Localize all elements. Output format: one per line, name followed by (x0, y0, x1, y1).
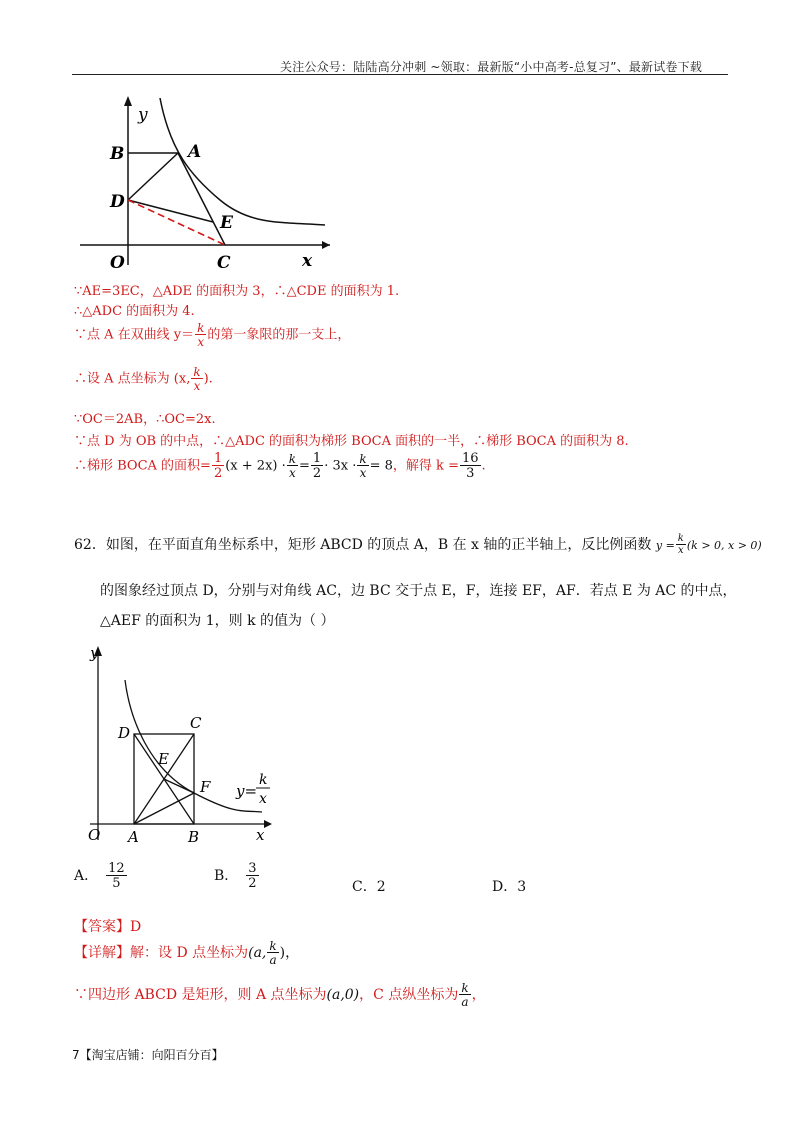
solution1-line1: ∵AE=3EC，△ADE 的面积为 3，∴△CDE 的面积为 1. (74, 284, 400, 299)
fig2-label-C: C (190, 714, 202, 732)
page-footer: 7【淘宝店铺：向阳百分百】 (72, 1048, 224, 1062)
solution1-line5: ∵OC＝2AB，∴OC=2x. (74, 412, 216, 427)
fig2-label-x: x (256, 826, 265, 844)
fig1-label-B: B (110, 144, 125, 164)
detail-line2: ∵四边形 ABCD 是矩形，则 A 点坐标为(a,0)，C 点纵坐标为 $\frac{k}{a}$ ， (74, 981, 486, 1009)
answer-line (74, 916, 141, 936)
fig1-label-y: y (138, 105, 148, 125)
fig2-label-F: F (200, 778, 211, 796)
page-header: 关注公众号：陆陆高分冲刺 ~领取：最新版“小中高考-总复习”、最新试卷下载 (280, 60, 703, 74)
solution1-line4: ∴设 A 点坐标为 (x, $\frac{k}{x}$ ). (74, 365, 213, 393)
fig2-label-B: B (188, 828, 200, 846)
option-d[interactable]: D．3 (492, 879, 527, 895)
fraction-k-over-x: $\frac{k}{x}$ (197, 321, 205, 349)
solution1-line3-b: 的第一象限的那一支上， (207, 327, 351, 343)
fig1-label-x: x (302, 251, 313, 271)
fraction-k-over-x: $\frac{k}{x}$ (193, 365, 201, 393)
figure-2-rectangle-graph (80, 640, 280, 850)
fig1-label-E: E (220, 213, 233, 233)
solution1-line3 (74, 322, 350, 348)
option-a[interactable]: A． $\frac{12}{5}$ (74, 861, 125, 891)
header-rule (72, 74, 728, 75)
option-c[interactable]: C．2 (352, 879, 386, 895)
fig1-label-D: D (110, 192, 125, 212)
solution1-line6: ∵点 D 为 OB 的中点，∴△ADC 的面积为梯形 BOCA 面积的一半，∴梯形 BOCA 的面积为 8. (74, 434, 629, 449)
fig2-func-x: x (259, 791, 267, 807)
option-b[interactable]: B． $\frac{3}{2}$ (214, 861, 257, 891)
fig1-label-C: C (217, 253, 231, 273)
solution1-line3-a: ∵点 A 在双曲线 y＝ (74, 327, 195, 343)
solution1-line2: ∴△ADC 的面积为 4. (74, 304, 195, 319)
question62-line2: 的图象经过顶点 D，分别与对角线 AC，边 BC 交于点 E，F，连接 EF，AF．若点 E 为 AC 的中点， (100, 583, 737, 599)
fig2-func-k: k (259, 772, 268, 788)
fig2-label-E: E (158, 750, 169, 768)
question62-line1: 62．如图，在平面直角坐标系中，矩形 ABCD 的顶点 A，B 在 x 轴的正半轴上，反比例函数 y = $\frac{k}{x}$ (k > 0, x > 0) (74, 533, 762, 556)
fig2-label-y: y (90, 644, 99, 662)
detail-line1: 【详解】解：设 D 点坐标为(a, $\frac{k}{a}$ )， (74, 939, 300, 967)
answer-tag: 【答案】 (74, 919, 130, 935)
fig2-label-O: O (88, 826, 101, 844)
fig2-label-D: D (118, 724, 131, 742)
fig2-label-A: A (128, 828, 139, 846)
solution1-line7: ∴梯形 BOCA 的面积= $\frac{1}{2}$ (x + 2x) · $\frac{k}{x}$ = $\frac{1}{2}$ · 3x · $\frac{k}{x}$ = 8，解得 k = $\frac{16}{3}$ . (74, 451, 486, 481)
question62-line3: △AEF 的面积为 1，则 k 的值为（ ） (100, 613, 335, 629)
answer-value: D (130, 919, 142, 935)
figure-1-hyperbola-graph (80, 90, 340, 275)
fig1-label-A: A (188, 142, 202, 162)
fig1-label-O: O (110, 253, 125, 273)
fig2-label-func: y= (236, 782, 258, 800)
